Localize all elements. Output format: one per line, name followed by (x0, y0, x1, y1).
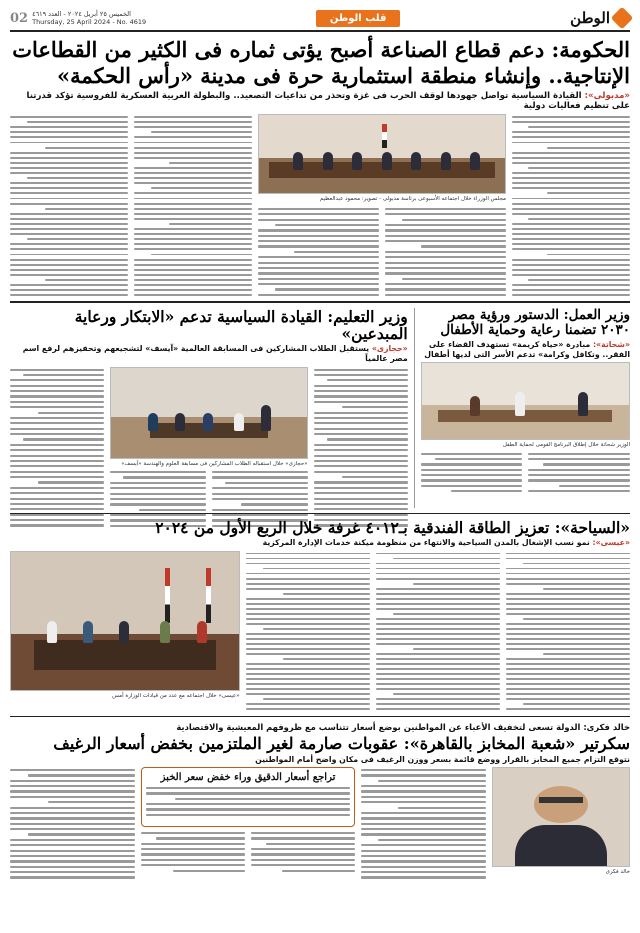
education-photo-caption: «حجازى» خلال استقباله الطلاب المشاركين فى مسابقة العلوم والهندسة «آيسف» (121, 460, 308, 467)
brand-logo-icon (611, 7, 634, 30)
lead-subheadline (10, 91, 630, 111)
lead-photo-caption: مجلس الوزراء خلال اجتماعه الأسبوعى برئاسة مدبولى - تصوير: محمود عبدالعظيم (319, 196, 506, 203)
tourism-deck (10, 538, 630, 548)
bakeries-portrait (492, 767, 630, 867)
education-headline: وزير التعليم: القيادة السياسية تدعم «الابتكار ورعاية المبدعين» (74, 306, 408, 343)
bakeries-box (141, 767, 354, 827)
lead-sub-label: «مدبولى»: (584, 91, 630, 102)
bakeries-portrait-block (492, 767, 630, 879)
labor-photo (421, 362, 630, 440)
education-deck (10, 344, 408, 364)
bakeries-story (10, 722, 630, 879)
bakeries-portrait-caption: خالد فكرى (605, 868, 630, 875)
education-deck-text: يستقبل الطلاب المشاركين فى المسابقة العالمية «آيسف» لتشجيعهم وتحفيزهم لرفع اسم مصر عالمياً (22, 344, 408, 364)
page-number: 02 (10, 10, 29, 26)
section-label: قلب الوطن (316, 10, 401, 27)
masthead (10, 6, 630, 32)
labor-headline: وزير العمل: الدستور ورؤية مصر ٢٠٣٠ تضمنا رعاية وحماية الأطفال (440, 306, 630, 338)
bakeries-deck: نتوقع التزام جميع المخابز بالقرار ووضع قائمة بسعر ووزن الرغيف فى مكان واضح أمام المواطنين (255, 754, 630, 764)
lead-photo-block (258, 114, 506, 296)
education-photo (110, 367, 308, 459)
brand-name: الوطن (570, 9, 610, 27)
lead-sub-text: القيادة السياسية تواصل جهودها لوقف الحرب فى غزة وتحذر من تداعيات التصعيد.. والبطولة العربية العسكرية للفروسية تؤكد قدرتنا على تنظيم فعاليات دولية (26, 91, 630, 112)
labor-photo-caption: الوزير شحاتة خلال إطلاق البرنامج القومى لحماية الطفل (502, 442, 630, 448)
issue-info (32, 10, 146, 26)
issue-date-arabic: الخميس ٢٥ أبريل ٢٠٢٤ - العدد ٤٦١٩ (32, 9, 131, 18)
tourism-deck-label: «عيسى»: (592, 538, 630, 548)
labor-deck (421, 340, 630, 360)
tourism-headline: «السياحة»: تعزيز الطاقة الفندقية بـ٤٠١٢ غرفة خلال الربع الأول من ٢٠٢٤ (155, 518, 630, 538)
tourism-photo-caption: «عيسى» خلال اجتماعه مع عدد من قيادات الوزارة أمس (112, 692, 240, 699)
brand (570, 9, 630, 27)
labor-deck-text: مبادرة «حياة كريمة» تستهدف القضاء على الفقر.. وتكافل وكرامة» تدعم الأسر التى لديها أطفال (424, 339, 630, 359)
bakeries-kicker: خالد فكرى: الدولة تسعى لتخفيف الأعباء عن المواطنين بوضع أسعار تتناسب مع ظروفهم المعيشية والاقتصادية (176, 722, 630, 733)
lead-headline-line-2: الإنتاجية.. وإنشاء منطقة استثمارية حرة فى مدينة «رأس الحكمة» (57, 62, 630, 88)
bakeries-headline: سكرتير «شعبة المخابز بالقاهرة»: عقوبات صارمة لغير الملتزمين بخفض أسعار الرغيف (53, 733, 630, 753)
tourism-story (10, 519, 630, 710)
bakeries-box-title: تراجع أسعار الدقيق وراء خفض سعر الخبز (160, 771, 336, 783)
labor-deck-label: «شحاتة»: (592, 339, 630, 349)
tourism-deck-text: نمو نسب الإشغال بالمدن السياحية والانتهاء من منظومة ميكنة خدمات الإدارة المركزية (262, 538, 590, 548)
lead-body (10, 114, 630, 296)
labor-story (421, 308, 630, 508)
tourism-photo (10, 551, 240, 691)
education-story (10, 308, 408, 508)
issue-date-english: Thursday, 25 April 2024 - No. 4619 (32, 18, 147, 26)
lead-headline-line-1: الحكومة: دعم قطاع الصناعة أصبح يؤتى ثماره فى الكثير من القطاعات (12, 37, 630, 62)
lead-column (512, 114, 630, 296)
middle-band (10, 308, 630, 508)
education-deck-label: «حجازى» (371, 344, 408, 354)
lead-photo (258, 114, 506, 194)
